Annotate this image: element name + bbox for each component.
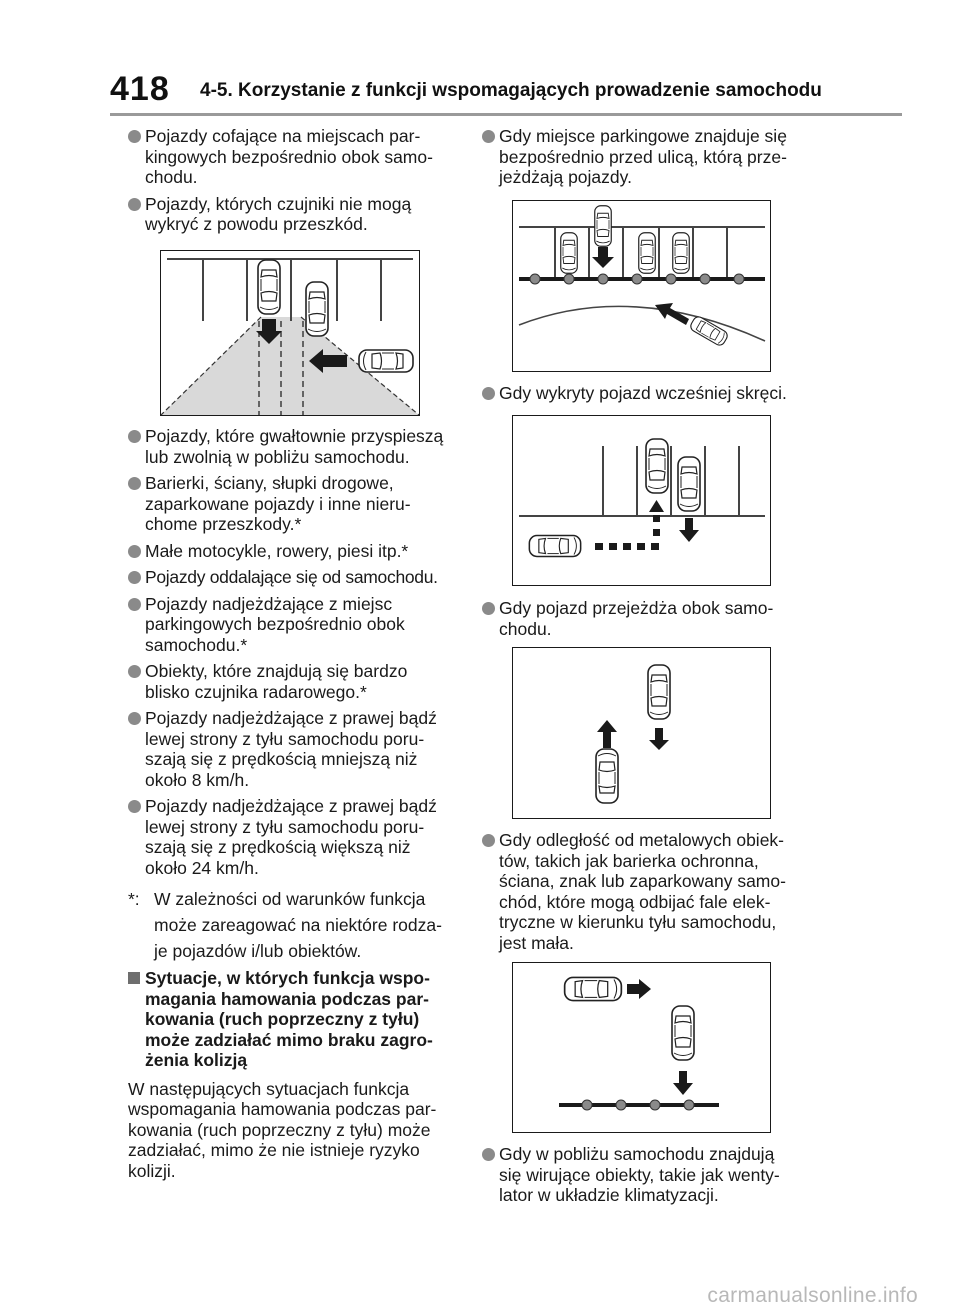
left-column-bottom — [128, 426, 464, 1181]
bullet-item: Pojazdy, które gwałtownie przyspieszą lub zwolnią w pobliżu samochodu. — [128, 426, 464, 467]
bullet-item: Pojazdy, których czujniki nie mogą wykryć z powodu przeszkód. — [128, 194, 464, 235]
bullet-dot-icon — [482, 130, 495, 143]
bullet-dot-icon — [128, 712, 141, 725]
right-bullet-3: Gdy pojazd przejeżdża obok samo- chodu. — [482, 598, 802, 645]
page-header — [0, 0, 960, 120]
fig-early-turn — [512, 415, 771, 586]
car-parking-street-diagram-icon — [513, 201, 770, 371]
fig-passing-vehicle — [512, 647, 771, 819]
bullet-dot-icon — [482, 834, 495, 847]
bullet-item: Pojazdy nadjeżdżające z prawej bądź lewej strony z tyłu samochodu poru- szają się z prędkością mniejszą niż około 8 km/h. — [128, 708, 464, 790]
right-bullet-2: Gdy wykryty pojazd wcześniej skręci. — [482, 383, 802, 410]
bullet-dot-icon — [128, 665, 141, 678]
footnote-mark: *: — [128, 889, 140, 909]
bullet-dot-icon — [482, 602, 495, 615]
car-turn-diagram-icon — [513, 416, 770, 585]
section-title: 4-5. Korzystanie z funkcji wspomagających prowadzenie samochodu — [200, 80, 822, 101]
bullet-item: Pojazdy cofające na miejscach par- kingowych bezpośrednio obok samo- chodu. — [128, 126, 464, 188]
square-bullet-icon — [128, 972, 140, 984]
bullet-dot-icon — [128, 598, 141, 611]
bullet-item: Pojazdy nadjeżdżające z miejsc parkingowych bezpośrednio obok samochodu.* — [128, 594, 464, 656]
watermark: carmanualsonline.info — [707, 1284, 918, 1307]
fig-sensor-obstruction — [160, 250, 420, 416]
header-divider — [110, 113, 902, 116]
car-blind-spot-diagram-icon — [161, 251, 419, 415]
right-bullet-1: Gdy miejsce parkingowe znajduje się bezpośrednio przed ulicą, którą prze- jeżdżają pojazdy. — [482, 126, 802, 194]
fig-street-crossing — [512, 200, 771, 372]
bullet-dot-icon — [128, 477, 141, 490]
right-bullet-5: Gdy w pobliżu samochodu znajdują się wirujące obiekty, takie jak wenty- lator w układzie klimatyzacji. — [482, 1144, 802, 1212]
bullet-dot-icon — [128, 430, 141, 443]
bullet-dot-icon — [482, 1148, 495, 1161]
bullet-dot-icon — [482, 387, 495, 400]
bullet-item: Obiekty, które znajdują się bardzo blisko czujnika radarowego.* — [128, 661, 464, 702]
bullet-item: Małe motocykle, rowery, piesi itp.* — [128, 541, 464, 562]
body-paragraph: W następujących sytuacjach funkcja wspomagania hamowania podczas par- kowania (ruch poprzeczny z tyłu) może zadziałać, mimo że nie istnieje ryzyko kolizji. — [128, 1078, 437, 1181]
bullet-dot-icon — [128, 545, 141, 558]
subsection-heading: Sytuacje, w których funkcja wspo- magania hamowania podczas par- kowania (ruch poprzeczny z tyłu) może zadziałać mimo braku zagro- żenia kolizją — [128, 968, 464, 1071]
bullet-item: Pojazdy oddalające się od samochodu. — [128, 567, 464, 588]
fig-metal-objects — [512, 962, 771, 1133]
bullet-item: Barierki, ściany, słupki drogowe, zaparkowane pojazdy i inne nieru- chome przeszkody.* — [128, 473, 464, 535]
car-barrier-diagram-icon — [513, 963, 770, 1132]
bullet-dot-icon — [128, 198, 141, 211]
left-column-top — [128, 126, 464, 241]
footnote: *: W zależności od warunków funkcja może zareagować na niektóre rodza- je pojazdów i/lub obiektów. — [128, 886, 464, 964]
bullet-dot-icon — [128, 571, 141, 584]
right-bullet-4: Gdy odległość od metalowych obiek- tów, takich jak barierka ochronna, ściana, znak lub zaparkowany samo- chód, które mogą odbijać fale elek- tryczne w kierunku tyłu samochodu, jest mała. — [482, 830, 802, 959]
car-passing-diagram-icon — [513, 648, 770, 818]
bullet-item: Pojazdy nadjeżdżające z prawej bądź lewej strony z tyłu samochodu poru- szają się z prędkością większą niż około 24 km/h. — [128, 796, 464, 878]
page-number: 418 — [110, 70, 170, 108]
bullet-dot-icon — [128, 130, 141, 143]
bullet-dot-icon — [128, 800, 141, 813]
